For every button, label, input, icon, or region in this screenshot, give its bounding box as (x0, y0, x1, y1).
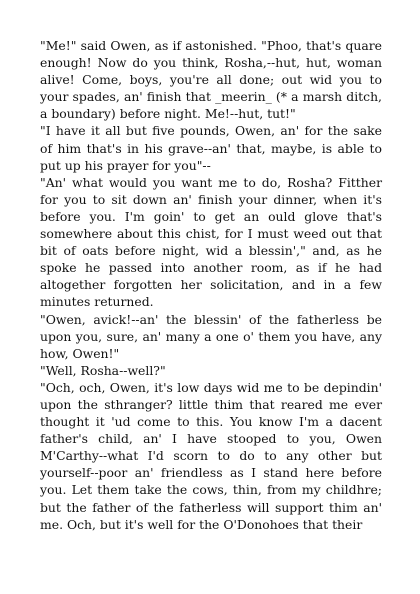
paragraph: "Och, och, Owen, it's low days wid me to be depindin' upon the sthranger? little thim that reared me ever thought it 'ud come to this. You know I'm a dacent father's child, an' I have stooped to you, Owen M'Carthy--what I'd scorn to do to any other but yourself--poor an' friendless as I stand here before you. Let them take the cows, thin, from my childhre; but the father of the fatherless will support thim an' me. Och, but it's well for the O'Donohoes that their (40, 379, 382, 532)
paragraph: "Owen, avick!--an' the blessin' of the fatherless be upon you, sure, an' many a one o' them you have, any how, Owen!" (40, 311, 382, 361)
paragraph: "I have it all but five pounds, Owen, an' for the sake of him that's in his grave--an' that, maybe, is able to put up his prayer for you"-- (40, 123, 382, 173)
paragraph: "An' what would you want me to do, Rosha? Fitther for you to sit down an' finish your dinner, when it's before you. I'm goin' to get an ould glove that's somewhere about this chist, for I must weed out that bit of oats before night, wid a blessin'," and, as he spoke he passed into another room, as if he had altogether forgotten her solicitation, and in a few minutes returned. (40, 174, 382, 310)
page-text (40, 37, 382, 533)
paragraph: "Me!" said Owen, as if astonished. "Phoo, that's quare enough! Now do you think, Rosha,--hut, hut, woman alive! Come, boys, you're all done; out wid you to your spades, an' finish that _meerin_ (* a marsh ditch, a boundary) before night. Me!--hut, tut!" (40, 38, 382, 122)
paragraph: "Well, Rosha--well?" (40, 362, 166, 378)
